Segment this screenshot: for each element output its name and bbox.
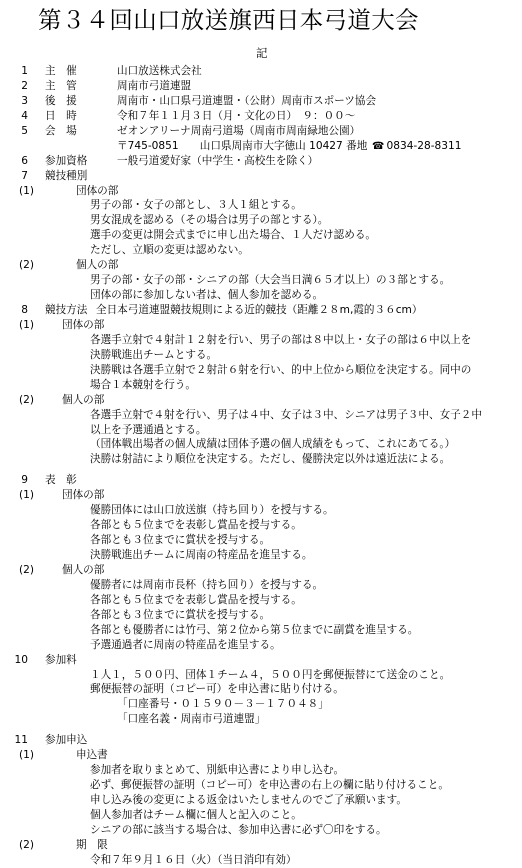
section-events (0, 169, 522, 184)
body-line: 令和７年９月１６日（火）（当日消印有効） (90, 853, 297, 866)
section-number: 4 (21, 109, 28, 122)
venue-address-line (0, 139, 522, 154)
subsection-number: (2) (18, 563, 34, 576)
body-line: 決勝戦進出チームとする。 (90, 348, 218, 361)
page-title: 第３４回山口放送旗西日本弓道大会 (38, 6, 419, 34)
body-line: 団体の部に参加しない者は、個人参加を認める。 (90, 289, 324, 302)
section-label: 日 時 (45, 109, 77, 122)
subsection-title: 個人の部 (62, 393, 105, 406)
section-venue (0, 124, 522, 139)
subsection-title: 期 限 (76, 838, 108, 851)
section-label: 会 場 (45, 124, 77, 137)
section-awards (0, 473, 522, 488)
subsection-title: 申込書 (76, 749, 108, 762)
subsection-heading (0, 748, 522, 763)
subsection-number: (2) (18, 393, 34, 406)
section-number: 5 (21, 124, 28, 137)
section-value: 周南市・山口県弓道連盟・（公財）周南市スポーツ協会 (117, 94, 377, 107)
body-line: 申し込み後の変更による返金はいたしませんのでご了承願います。 (90, 794, 407, 806)
section-value: 全日本弓道連盟競技規則による近的競技（距離２８m,霞的３６cm） (96, 304, 423, 316)
body-line: 必ず、郵便振替の証明（コピー可）を申込書の右上の欄に貼り付けること。 (90, 779, 449, 792)
body-line: 各部とも３位までに賞状を授与する。 (90, 608, 271, 621)
section-label: 競技種別 (45, 169, 88, 182)
subsection-heading (0, 184, 522, 199)
body-line: １人１，５００円、団体１チーム４，５００円を郵便振替にて送金のこと。 (90, 668, 451, 681)
section-number: 6 (21, 154, 28, 167)
body-line: 男女混成を認める（その場合は男子の部とする）。 (90, 214, 329, 227)
section-label: 表 彰 (45, 474, 77, 487)
section-value: 一般弓道愛好家（中学生・高校生を除く） (117, 154, 319, 167)
body-line: 優勝者には周南市長杯（持ち回り）を授与する。 (90, 578, 324, 591)
section-number: 3 (21, 94, 28, 107)
body-line: 男子の部・女子の部・シニアの部（大会当日満６５才以上）の３部とする。 (90, 274, 451, 287)
body-line: 優勝団体には山口放送旗（持ち回り）を授与する。 (90, 504, 334, 517)
document-body (0, 64, 522, 868)
section-label: 主 管 (45, 79, 77, 92)
subsection-number: (1) (18, 318, 34, 331)
subsection-title: 団体の部 (76, 184, 119, 197)
body-line: 決勝戦進出チームに周南の特産品を進呈する。 (90, 549, 313, 561)
body-line: 各部とも優勝者には竹弓、第２位から第５位までに副賞を進呈する。 (90, 623, 419, 636)
section-number: 7 (21, 169, 28, 182)
section-fee (0, 653, 522, 668)
subsection-number: (1) (18, 184, 34, 197)
body-line: 以上を予選通過とする。 (90, 423, 207, 436)
body-line: 個人参加者はチーム欄に個人と記入のこと。 (90, 808, 302, 821)
body-line: 各部とも５位までを表彰し賞品を授与する。 (90, 593, 302, 606)
section-datetime (0, 109, 522, 124)
body-line: 各選手立射で４射計１２射を行い、男子の部は８中以上・女子の部は６中以上を (90, 333, 472, 346)
section-value: 令和７年１１月３日（月・文化の日） ９：００～ (117, 109, 356, 122)
section-number: 8 (21, 304, 28, 316)
venue-phone-number: 0834-28-8311 (386, 139, 462, 152)
subsection-number: (2) (18, 259, 34, 272)
body-line: 各部とも５位までを表彰し賞品を授与する。 (90, 519, 302, 532)
subsection-heading (0, 393, 522, 408)
subsection-heading (0, 318, 522, 333)
section-label: 後 援 (45, 94, 77, 107)
section-label: 参加申込 (45, 734, 88, 747)
section-label: 主 催 (45, 65, 77, 77)
body-line: 決勝戦は各選手立射で２射計６射を行い、的中上位から順位を決定する。同中の (90, 363, 472, 376)
section-management (0, 79, 522, 94)
body-line: 郵便振替の証明（コピー可）を申込書に貼り付ける。 (90, 683, 344, 696)
subsection-title: 個人の部 (76, 259, 119, 272)
body-line: （団体戦出場者の個人成績は団体予選の個人成績をもって、これにあてる。） (90, 438, 456, 451)
section-value: ゼオンアリーナ周南弓道場（周南市周南緑地公園） (117, 124, 361, 137)
section-value: 山口放送株式会社 (117, 65, 202, 77)
section-method (0, 303, 522, 318)
section-support (0, 94, 522, 109)
subsection-title: 個人の部 (62, 563, 105, 576)
subsection-title: 団体の部 (62, 318, 105, 331)
body-line: 男子の部・女子の部とし、３人１組とする。 (90, 199, 302, 212)
body-line: 各選手立射で４射を行い、男子は４中、女子は３中、シニアは男子３中、女子２中 (90, 408, 482, 421)
venue-phone (372, 139, 462, 155)
section-value: 周南市弓道連盟 (117, 79, 192, 92)
section-eligibility (0, 154, 522, 169)
subsection-number: (2) (18, 838, 34, 851)
body-line: シニアの部に該当する場合は、参加申込書に必ず〇印をする。 (90, 823, 387, 836)
section-number: 10 (14, 653, 28, 666)
subsection-heading (0, 258, 522, 273)
section-label: 参加資格 (45, 154, 88, 167)
venue-postal-address: 〒745-0851 山口県周南市大字徳山 10427 番地 (117, 139, 368, 152)
subsection-heading (0, 838, 522, 853)
body-line: 選手の変更は開会式までに申し出た場合、１人だけ認める。 (90, 229, 377, 242)
account-number: 「口座番号・０１５９０－３－１７０４８」 (117, 698, 329, 711)
ki-heading: 記 (256, 46, 268, 60)
subsection-heading (0, 488, 522, 503)
section-label: 参加料 (45, 653, 77, 666)
body-line: 予選通過者に周南の特産品を進呈する。 (90, 638, 281, 651)
section-number: 11 (14, 734, 28, 747)
subsection-number: (1) (18, 489, 34, 502)
body-line: ただし、立順の変更は認めない。 (90, 244, 249, 257)
body-line: 決勝は射詰により順位を決定する。ただし、優勝決定以外は遠近法による。 (90, 453, 451, 466)
subsection-heading (0, 563, 522, 578)
section-number: 1 (21, 65, 28, 77)
telephone-icon: ☎ (372, 140, 385, 152)
body-line: 各部とも３位までに賞状を授与する。 (90, 534, 271, 547)
body-line: 場合１本競射を行う。 (90, 378, 196, 391)
account-name: 「口座名義・周南市弓道連盟」 (117, 713, 266, 726)
section-number: 2 (21, 79, 28, 92)
body-line: 参加者を取りまとめて、別紙申込書により申し込む。 (90, 764, 345, 777)
section-application (0, 733, 522, 748)
section-label: 競技方法 (45, 304, 88, 316)
subsection-title: 団体の部 (62, 489, 105, 502)
section-host (0, 64, 522, 79)
section-number: 9 (21, 474, 28, 487)
subsection-number: (1) (18, 749, 34, 762)
